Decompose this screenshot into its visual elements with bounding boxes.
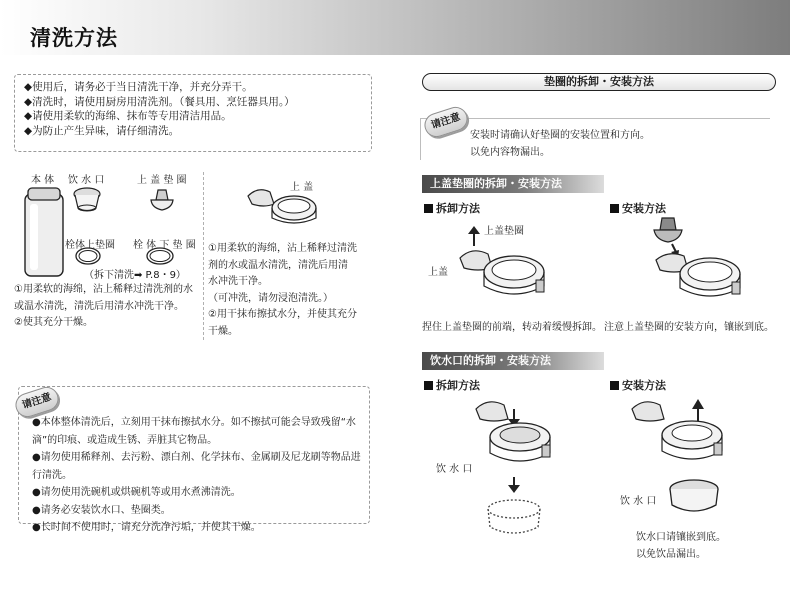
caution-item: ●请务必安装饮水口、垫圈类。 [32, 504, 171, 516]
remove-note: （拆下清洗➡ P.8・9） [84, 270, 186, 281]
caution-list [32, 414, 361, 537]
caution-item: ●本体整体清洗后，立刻用干抹布擦拭水分。如不擦拭可能会导致残留“水 [32, 417, 356, 428]
tip-item: ◆请使用柔软的海绵、抹布等专用清洁用品。 [24, 110, 232, 122]
body-wash-line: ①用柔软的海绵，沾上稀释过清洗剂的水 [14, 284, 193, 295]
caution-item: 行清洗。 [32, 469, 72, 481]
spout-remove-illustration [470, 395, 570, 547]
section-lid-gasket-title: 上盖垫圈的拆卸・安装方法 [422, 175, 604, 193]
label-lid-gasket-callout: 上盖垫圈 [484, 226, 524, 237]
lid-gasket-install-head: 安装方法 [610, 200, 666, 216]
lid-gasket-remove-caption: 捏住上盖垫圈的前端，转动着缓慢拆卸。 [422, 322, 602, 333]
tip-item: ◆为防止产生异味，请仔细清洗。 [24, 124, 180, 137]
lid-wash-line: ②用干抹布擦拭水分，并使其充分 [208, 309, 357, 320]
body-wash-line: 或温水清洗，清洗后用清水冲洗干净。 [14, 300, 184, 312]
lid-gasket-remove-head: 拆卸方法 [424, 200, 480, 216]
bottle-body-illustration [24, 186, 64, 278]
label-spout-right: 饮 水 口 [620, 496, 657, 507]
lid-gasket-install-caption: 注意上盖垫圈的安装方向，镶嵌到底。 [604, 322, 774, 333]
spout-illustration [72, 186, 102, 214]
column-separator [203, 172, 204, 340]
label-body: 本 体 [31, 175, 55, 186]
lid-gasket-illustration [148, 188, 176, 214]
tip-item: ◆清洗时，请使用厨房用清洗剂。（餐具用、烹饪器具用。） [24, 95, 295, 108]
spout-remove-head: 拆卸方法 [424, 377, 480, 393]
caution-item: ●请勿使用洗碗机或烘碗机等或用水煮沸清洗。 [32, 487, 241, 498]
spout-install-head: 安装方法 [610, 377, 666, 393]
label-body-upper-gasket: 栓体上垫圈 [65, 240, 115, 251]
spout-install-illustration [628, 395, 738, 525]
lid-wash-line: （可冲洗，请勿浸泡清洗。） [208, 292, 333, 304]
note-badge: 请注意 [421, 104, 470, 140]
caution-item: ●请勿使用稀释剂、去污粉、漂白剂、化学抹布、金属刷及尼龙刷等物品进 [32, 452, 361, 463]
header-band [0, 0, 790, 55]
note-line: 安装时请确认好垫圈的安装位置和方向。 [470, 130, 650, 141]
body-upper-gasket-illustration [74, 246, 102, 266]
lid-illustration [244, 182, 324, 228]
lid-wash-line: 剂的水或温水清洗，清洗后用清 [208, 259, 348, 271]
body-wash-line: ②使其充分干燥。 [14, 317, 93, 328]
lid-gasket-install-illustration [648, 214, 748, 310]
section-spout-title: 饮水口的拆卸・安装方法 [422, 352, 604, 370]
caution-item: 滴”的印痕、或造成生锈、弄脏其它物品。 [32, 434, 218, 446]
spout-install-caption [636, 530, 726, 563]
caution-item: ●长时间不使用时，请充分洗净污垢，并使其干燥。 [32, 522, 261, 533]
label-lid: 上 盖 [290, 182, 314, 193]
label-lid-gasket: 上 盖 垫 圈 [137, 175, 187, 186]
lid-wash-steps [208, 241, 357, 340]
note-text [470, 128, 650, 161]
lid-wash-line: 水冲洗干净。 [208, 276, 268, 287]
spout-install-caption-line: 饮水口请镶嵌到底。 [636, 532, 726, 543]
lid-gasket-remove-illustration [452, 228, 552, 310]
note-line: 以免内容物漏出。 [470, 146, 550, 158]
gasket-section-header: 垫圈的拆卸・安装方法 [422, 73, 776, 91]
body-lower-gasket-illustration [145, 246, 175, 266]
caution-badge: 请注意 [12, 384, 61, 420]
page-title: 清洗方法 [30, 26, 118, 50]
label-spout-left: 饮 水 口 [436, 464, 473, 475]
tip-item: ◆使用后，请务必于当日清洗干净，并充分弄干。 [24, 81, 253, 93]
tips-list [24, 80, 295, 138]
label-body-lower-gasket: 栓 体 下 垫 圈 [133, 240, 196, 251]
label-spout: 饮 水 口 [68, 175, 105, 186]
spout-install-caption-line: 以免饮品漏出。 [636, 548, 706, 560]
lid-wash-line: ①用柔软的海绵，沾上稀释过清洗 [208, 243, 357, 254]
lid-wash-line: 干燥。 [208, 325, 238, 337]
label-lid-callout: 上盖 [428, 267, 448, 278]
body-wash-steps [14, 282, 193, 332]
